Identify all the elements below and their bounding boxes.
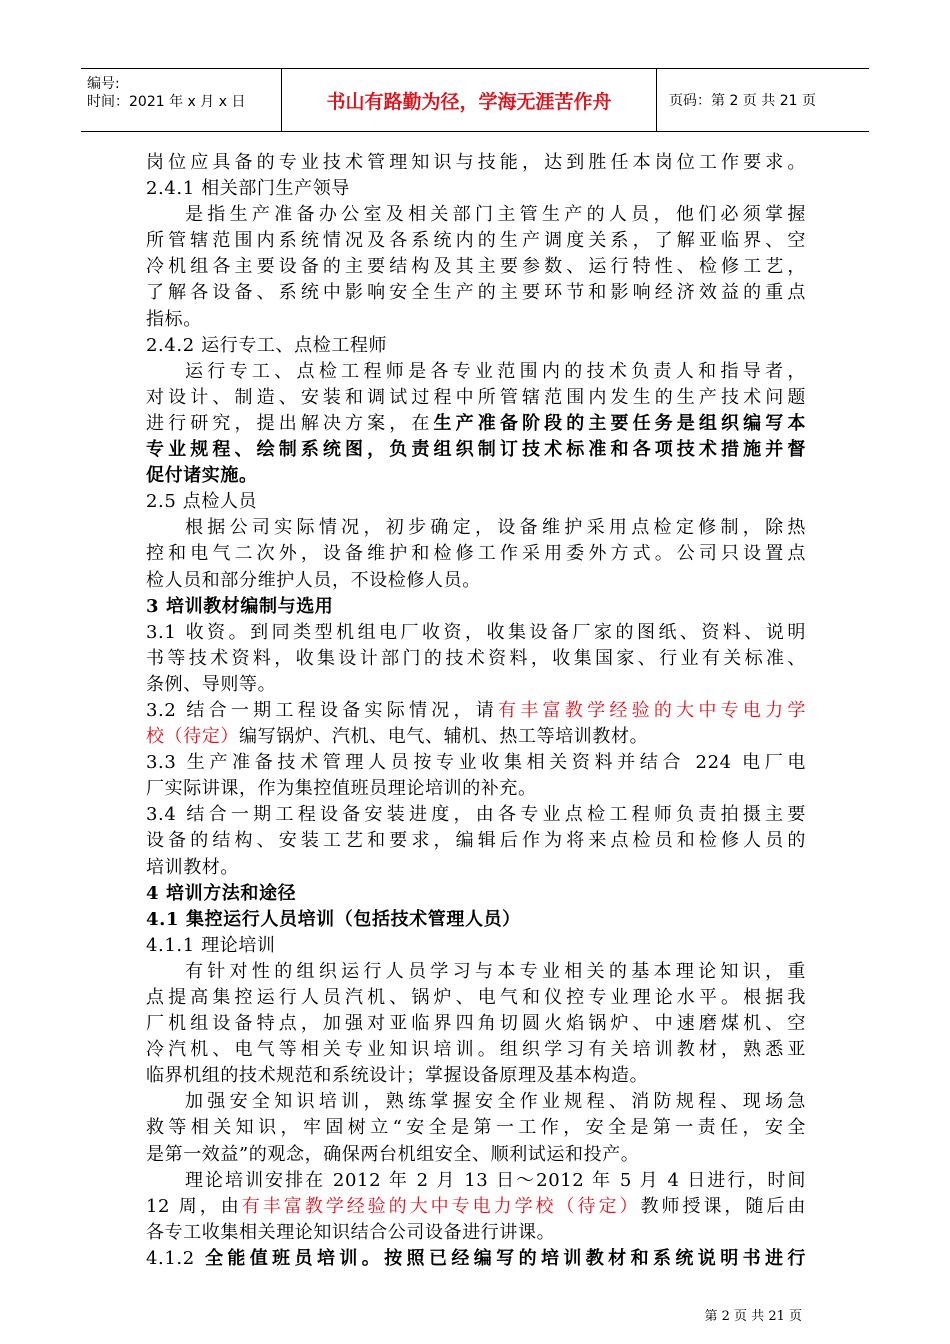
text-segment: 4 培训方法和途径 bbox=[146, 882, 297, 904]
text-segment: 有丰富教学经验的大中专电力学 bbox=[498, 699, 806, 721]
text-line: 3.1 收资。到同类型机组电厂收资，收集设备厂家的图纸、资料、说明 bbox=[146, 621, 806, 643]
page-footer: 第 2 页 共 21 页 bbox=[704, 1309, 802, 1324]
text-segment: 4.1.2 bbox=[146, 1247, 205, 1269]
text-segment: 全能值班员培训。按照已经编写的培训教材和系统说明书进行 bbox=[204, 1247, 807, 1269]
text-line: 是指生产准备办公室及相关部门主管生产的人员，他们必须掌握 bbox=[185, 204, 806, 226]
text-line bbox=[146, 594, 806, 620]
text-segment: 校（待定） bbox=[146, 726, 239, 748]
text-line: 岗位应具备的专业技术管理知识与技能，达到胜任本岗位工作要求。 bbox=[146, 152, 806, 173]
header-page-number: 页码：第 2 页 共 21 页 bbox=[669, 93, 816, 109]
document-date-label: 时间：2021 年 x 月 x 日 bbox=[87, 94, 246, 110]
text-line bbox=[146, 1194, 806, 1220]
text-segment: 3 培训教材编制与选用 bbox=[146, 595, 334, 617]
text-line: 所管辖范围内系统情况及各系统内的生产调度关系，了解亚临界、空 bbox=[146, 230, 806, 252]
text-line: 条例、导则等。 bbox=[146, 673, 277, 695]
text-line bbox=[146, 411, 806, 437]
text-line bbox=[146, 698, 806, 724]
text-line: 4.1.1 理论培训 bbox=[146, 934, 276, 956]
text-line: 2.4.2 运行专工、点检工程师 bbox=[146, 334, 388, 356]
text-line: 点提高集控运行人员汽机、锅炉、电气和仪控专业理论水平。根据我 bbox=[146, 987, 806, 1008]
text-line: 是第一效益”的观念，确保两台机组安全、顺利试运和投产。 bbox=[146, 1143, 640, 1165]
text-segment: 3.2 结合一期工程设备实际情况，请 bbox=[146, 699, 499, 721]
text-line: 控和电气二次外，设备维护和检修工作采用委外方式。公司只设置点 bbox=[146, 543, 806, 565]
text-line: 救等相关知识，牢固树立“安全是第一工作，安全是第一责任，安全 bbox=[146, 1117, 806, 1139]
text-line bbox=[146, 1246, 806, 1272]
text-line bbox=[146, 907, 806, 933]
page-header bbox=[81, 68, 869, 132]
text-line: 加强安全知识培训，熟练掌握安全作业规程、消防规程、现场急 bbox=[185, 1091, 806, 1113]
text-line: 冷汽机、电气等相关专业知识培训。组织学习有关培训教材，熟悉亚 bbox=[146, 1039, 806, 1061]
header-meta-cell bbox=[81, 69, 282, 131]
document-body bbox=[146, 150, 806, 1272]
text-line bbox=[146, 881, 806, 907]
text-line bbox=[146, 463, 806, 489]
text-line: 有针对性的组织运行人员学习与本专业相关的基本理论知识，重 bbox=[185, 960, 806, 982]
text-segment: 4.1 集控运行人员培训（包括技术管理人员） bbox=[146, 908, 521, 930]
text-segment: 进行研究，提出解决方案，在 bbox=[146, 412, 434, 434]
text-line: 指标。 bbox=[146, 308, 202, 330]
text-line: 培训教材。 bbox=[146, 856, 239, 878]
text-line: 设备的结构、安装工艺和要求，编辑后作为将来点检员和检修人员的 bbox=[146, 830, 806, 852]
text-line: 根据公司实际情况，初步确定，设备维护采用点检定修制，除热 bbox=[185, 517, 806, 539]
text-line: 2.5 点检人员 bbox=[146, 491, 258, 513]
text-line: 临界机组的技术规范和系统设计；掌握设备原理及基本构造。 bbox=[146, 1065, 649, 1087]
text-line: 对设计、制造、安装和调试过程中所管辖范围内发生的生产技术问题 bbox=[146, 386, 806, 408]
text-segment: 教师授课，随后由 bbox=[640, 1195, 806, 1217]
text-line: 理论培训安排在 2012 年 2 月 13 日～2012 年 5 月 4 日进行，时间 bbox=[185, 1169, 806, 1191]
text-segment: 编写锅炉、汽机、电气、辅机、热工等培训教材。 bbox=[239, 726, 649, 748]
document-number-label: 编号: bbox=[87, 76, 120, 92]
text-line: 书等技术资料，收集设计部门的技术资料，收集国家、行业有关标准、 bbox=[146, 647, 806, 669]
text-segment: 12 周，由 bbox=[146, 1195, 242, 1217]
text-line: 各专工收集相关理论知识结合公司设备进行讲课。 bbox=[146, 1221, 556, 1243]
text-line: 运行专工、点检工程师是各专业范围内的技术负责人和指导者， bbox=[185, 360, 806, 382]
text-segment: 有丰富教学经验的大中专电力学校（待定） bbox=[241, 1195, 641, 1217]
header-motto: 书山有路勤为径，学海无涯苦作舟 bbox=[282, 69, 657, 131]
text-line bbox=[146, 724, 806, 750]
text-segment: 促付诸实施。 bbox=[146, 465, 258, 487]
text-line: 厂机组设备特点，加强对亚临界四角切圆火焰锅炉、中速磨煤机、空 bbox=[146, 1013, 806, 1035]
text-line bbox=[146, 437, 806, 463]
text-line: 3.4 结合一期工程设备安装进度，由各专业点检工程师负责拍摄主要 bbox=[146, 804, 806, 826]
text-segment: 生产准备阶段的主要任务是组织编写本 bbox=[433, 412, 806, 434]
text-line: 厂实际讲课，作为集控值班员理论培训的补充。 bbox=[146, 778, 537, 800]
text-line: 了解各设备、系统中影响安全生产的主要环节和影响经济效益的重点 bbox=[146, 282, 806, 304]
text-line: 3.3 生产准备技术管理人员按专业收集相关资料并结合 224 电厂电 bbox=[146, 752, 806, 774]
text-line: 2.4.1 相关部门生产领导 bbox=[146, 178, 350, 200]
text-line: 检人员和部分维护人员，不设检修人员。 bbox=[146, 569, 481, 591]
text-line: 冷机组各主要设备的主要结构及其主要参数、运行特性、检修工艺， bbox=[146, 256, 806, 278]
text-segment: 专业规程、绘制系统图，负责组织制订技术标准和各项技术措施并督 bbox=[146, 439, 806, 461]
